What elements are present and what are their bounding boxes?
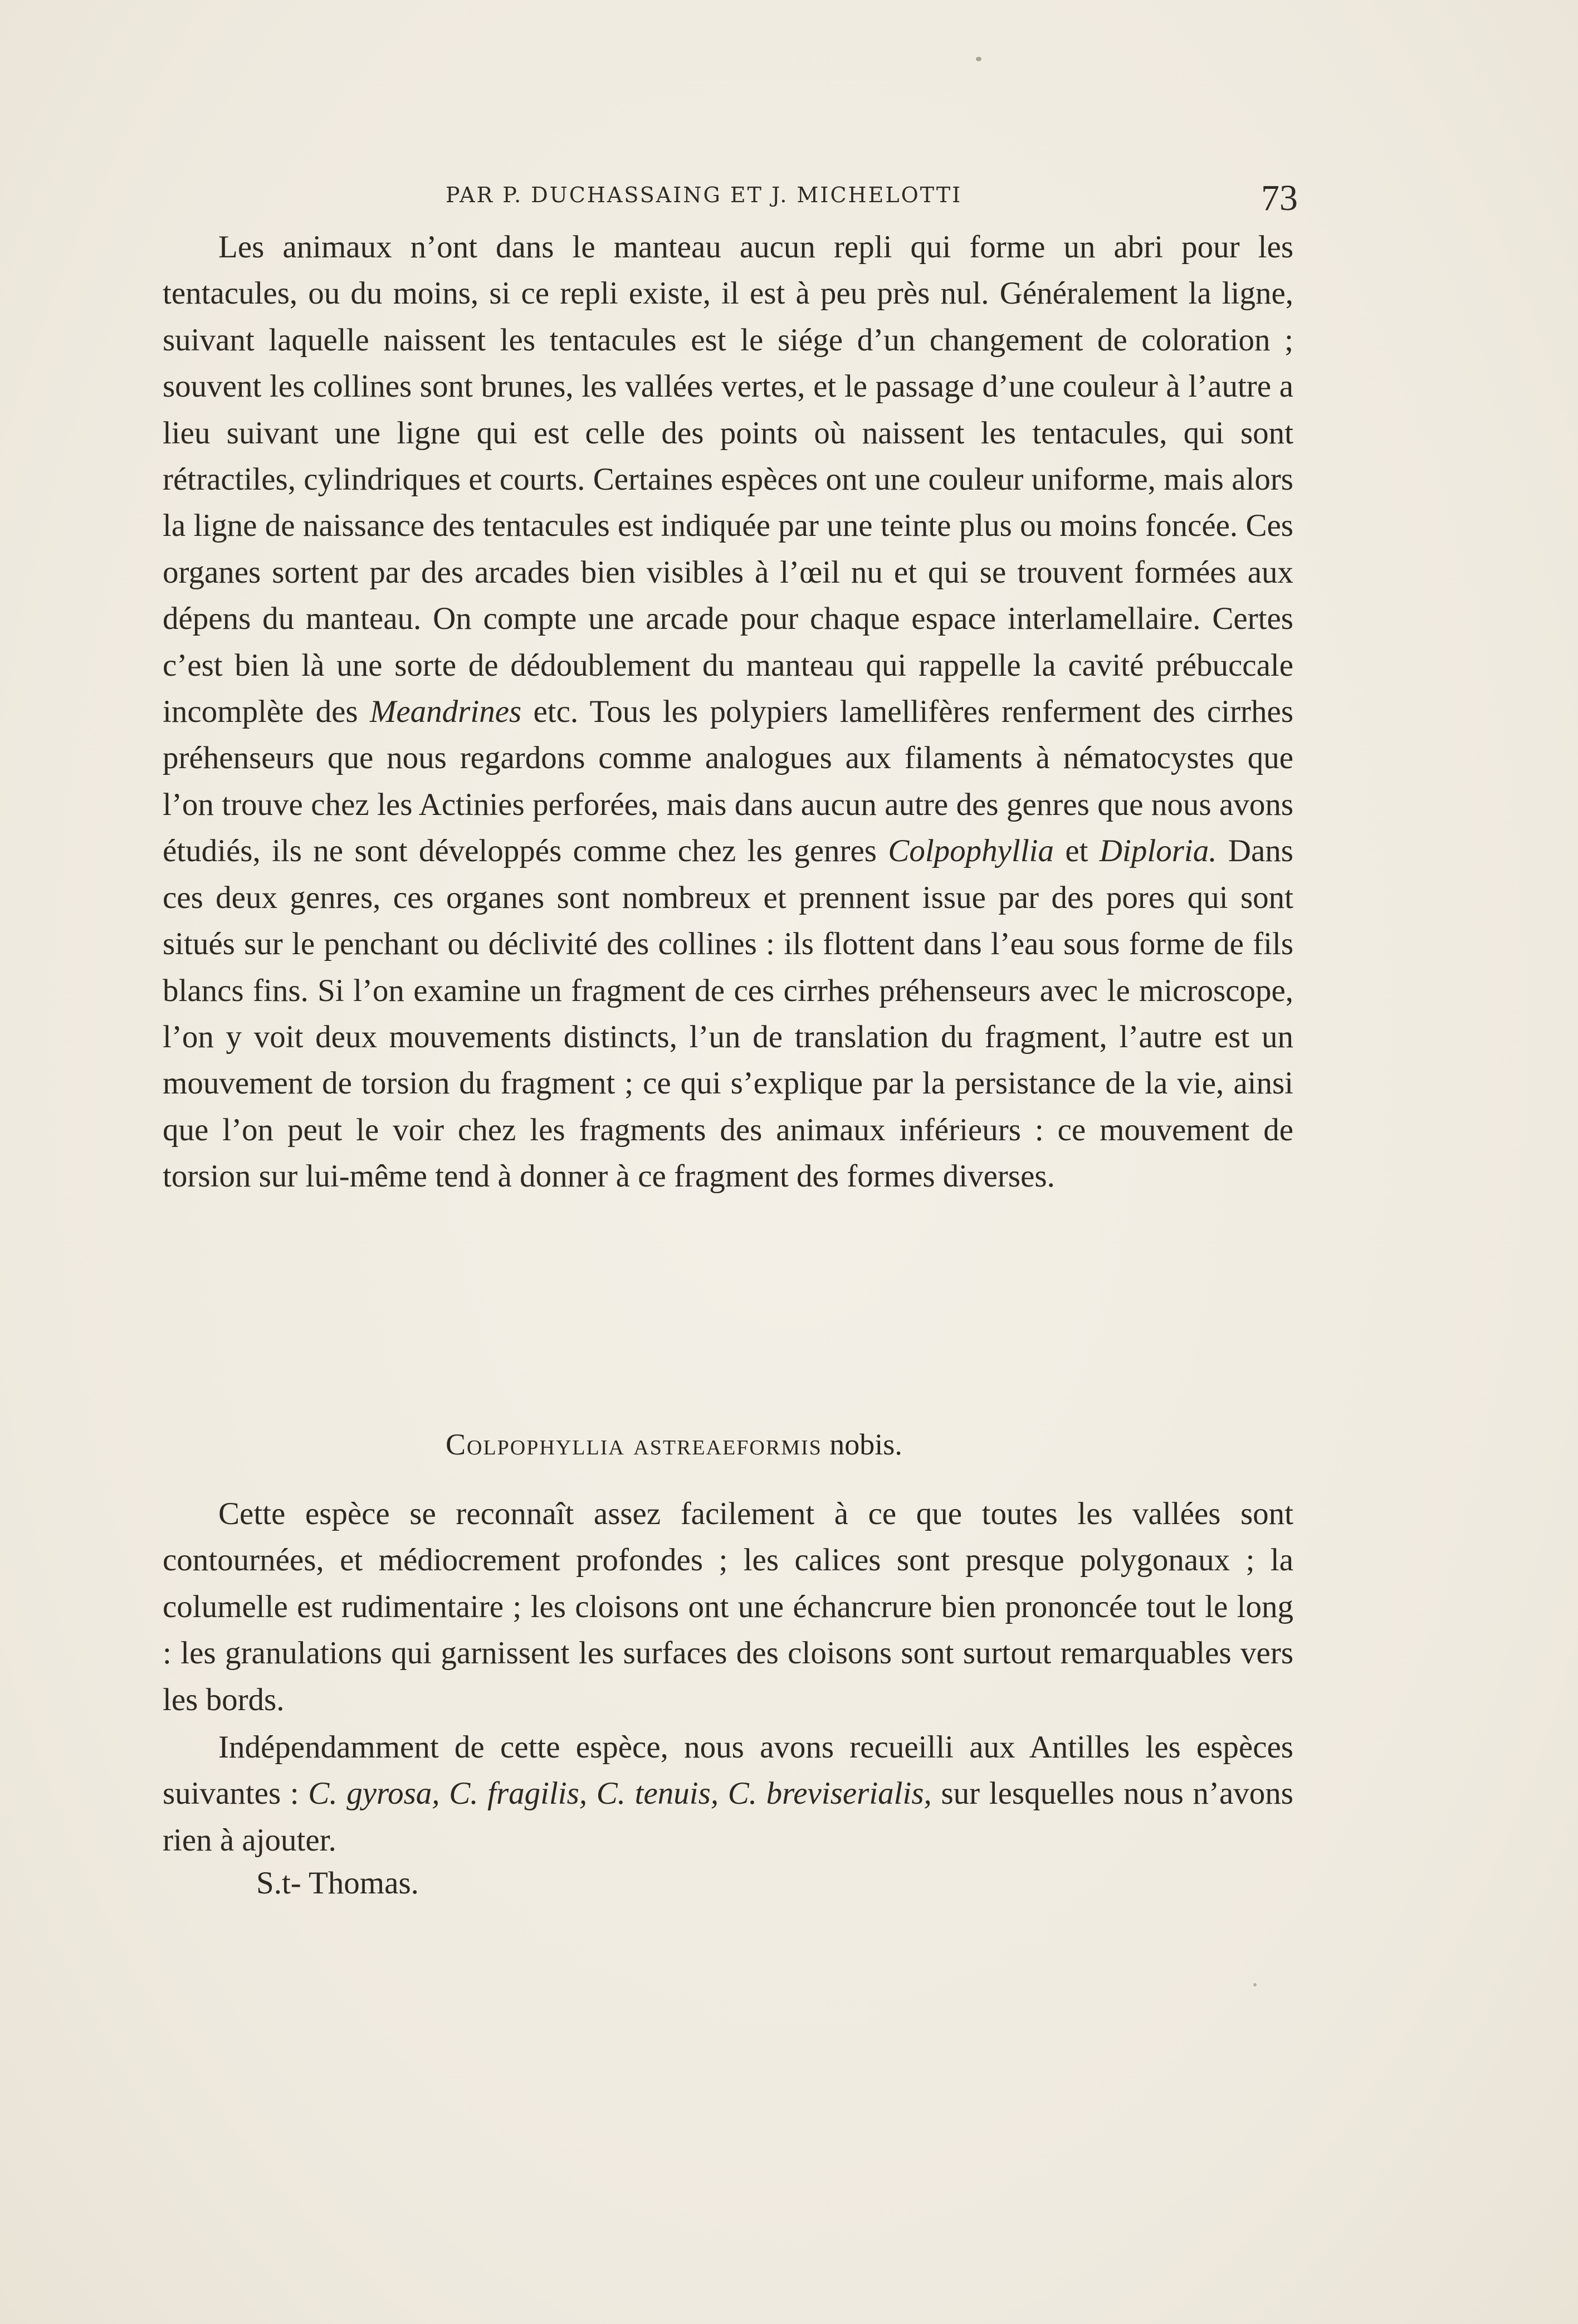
paragraph-1-connector: et	[1054, 833, 1100, 869]
species-fragilis: C. fragilis,	[449, 1776, 588, 1812]
genus-diploria: Diploria.	[1099, 833, 1217, 869]
page-header	[446, 177, 1298, 227]
paragraph-2-text: Cette espèce se reconnaît assez facilement à ce que toutes les vallées sont contournées, et médiocrement profondes ; les calices sont presque polygonaux ; la columelle est rudimentaire ; les cloisons ont une échancrure bien prononcée tout le long : les granulations qui garnissent les surfaces des cloisons sont surtout remarquables vers les bords.	[163, 1496, 1293, 1717]
genus-colpophyllia: Colpophyllia	[888, 833, 1054, 869]
paragraph-1-ending: Dans ces deux genres, ces organes sont nombreux et prennent issue par des pores qui sont situés sur le penchant ou déclivité des collines : ils flottent dans l’eau sous forme de fils blancs fins. Si l’on examine un fragment de ces cirrhes préhenseurs avec le microscope, l’on y voit deux mouvements distincts, l’un de translation du fragment, l’autre est un mouvement de torsion du fragment ; ce qui s’explique par la persistance de la vie, ainsi que l’on peut le voir chez les fragments des animaux inférieurs : ce mouvement de torsion sur lui-même tend à donner à ce fragment des formes diverses.	[163, 833, 1293, 1194]
page-number: 73	[1261, 178, 1298, 218]
paragraph-3-end: sur lesquelles nous n’avons rien à ajouter.	[163, 1776, 1293, 1858]
species-heading	[446, 1427, 1170, 1462]
paper-speck	[976, 57, 981, 61]
species-breviserialis: C. breviserialis,	[727, 1776, 932, 1812]
paragraph-3-start: Indépendamment de cette espèce, nous avons recueilli aux Antilles les espèces suivantes :	[163, 1730, 1293, 1812]
paragraph-1-text: Les animaux n’ont dans le manteau aucun repli qui forme un abri pour les tentacules, ou du moins, si ce repli existe, il est à peu près nul. Généralement la ligne, suivant laquelle naissent les tentacules est le siége d’un changement de coloration ; souvent les collines sont brunes, les vallées vertes, et le passage d’une couleur à l’autre a lieu suivant une ligne qui est celle des points où naissent les tentacules, qui sont rétractiles, cylindriques et courts. Certaines espèces ont une couleur uniforme, mais alors la ligne de naissance des tentacules est indiquée par une teinte plus ou moins foncée. Ces organes sortent par des arcades bien visibles à l’œil nu et qui se trouvent formées aux dépens du manteau. On compte une arcade pour chaque espace interlamellaire. Certes c’est bien là une sorte de dédoublement du manteau qui rappelle la cavité prébuccale incomplète des	[163, 230, 1293, 730]
paragraph-3-text	[163, 1724, 1293, 1863]
body-paragraph-1	[163, 224, 1293, 1200]
species-name: Colpophyllia astreaeformis	[446, 1428, 822, 1461]
species-author: nobis.	[829, 1428, 902, 1461]
species-gyrosa: C. gyrosa,	[308, 1776, 440, 1812]
paper-mark	[1253, 1983, 1257, 1986]
locality-line: S.t- Thomas.	[256, 1866, 419, 1901]
genus-meandrines: Meandrines	[369, 694, 522, 730]
species-tenuis: C. tenuis,	[596, 1776, 719, 1812]
body-paragraph-2	[163, 1491, 1293, 1723]
paragraph-1-continued: etc. Tous les polypiers lamellifères renferment des cirrhes préhenseurs que nous regardons comme analogues aux filaments à nématocystes que l’on trouve chez les Actinies perforées, mais dans aucun autre des genres que nous avons étudiés, ils ne sont développés comme chez les genres	[163, 694, 1294, 869]
running-head: PAR P. DUCHASSAING ET J. MICHELOTTI	[446, 183, 963, 207]
body-paragraph-3	[163, 1724, 1293, 1863]
paragraph-text	[163, 224, 1293, 1200]
